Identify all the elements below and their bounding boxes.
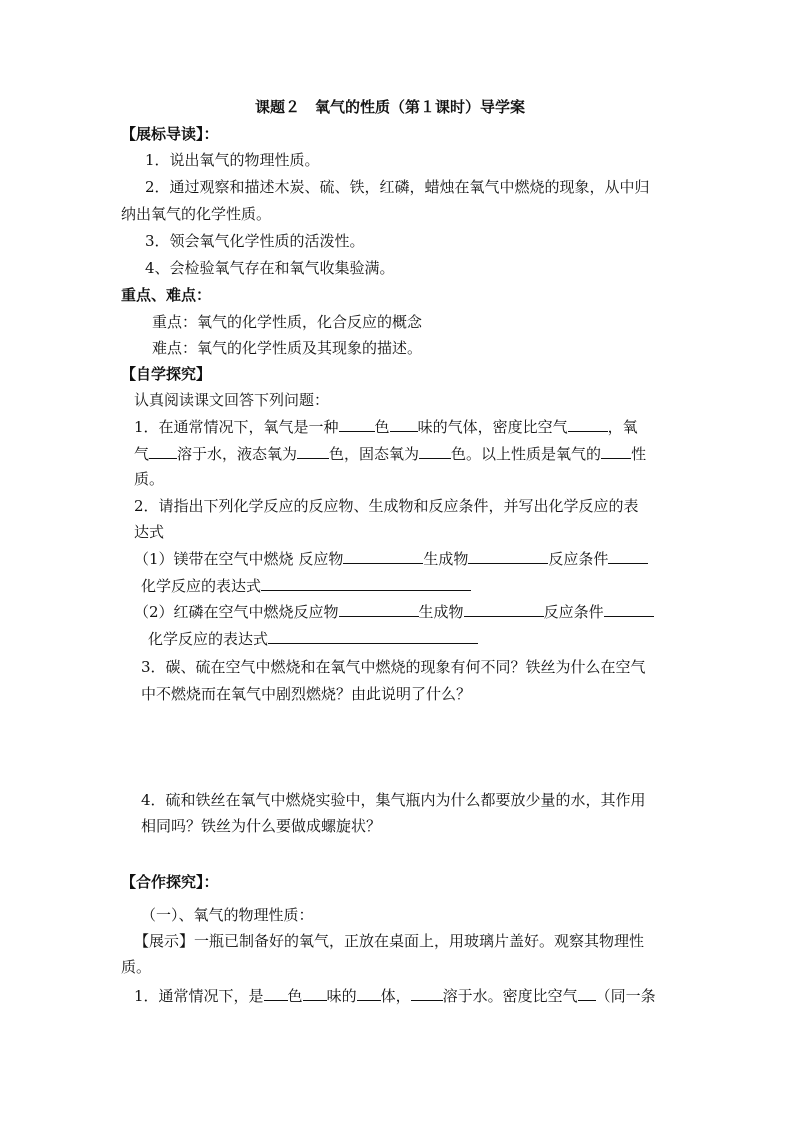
- question-text: （同一条: [595, 987, 656, 1005]
- answer-blank[interactable]: [261, 575, 471, 591]
- question-text: 气: [134, 445, 150, 463]
- question-1-line-1: [134, 416, 638, 437]
- question-3-line-2: 中不燃烧而在氧气中剧烈燃烧？由此说明了什么？: [141, 685, 472, 703]
- page-title: 课题２ 氧气的性质（第１课时）导学案: [255, 98, 526, 116]
- question-text: 生成物: [423, 550, 469, 568]
- question-text: 味的气体，密度比空气: [417, 418, 568, 436]
- answer-blank[interactable]: [608, 548, 648, 564]
- answer-blank[interactable]: [357, 985, 381, 1001]
- question-text: 溶于水，液态氧为: [177, 445, 298, 463]
- cooperation-question-1: [134, 985, 656, 1006]
- question-text: 体，: [380, 987, 411, 1005]
- self-study-intro: 认真阅读课文回答下列问题：: [134, 391, 330, 409]
- question-text: ，氧: [607, 418, 638, 436]
- cooperation-heading: 【合作探究】：: [121, 873, 219, 891]
- question-text: 1．通常情况下，是: [134, 987, 264, 1005]
- question-text: （1）镁带在空气中燃烧 反应物: [134, 550, 344, 568]
- answer-blank[interactable]: [343, 548, 423, 564]
- goal-item: 2．通过观察和描述木炭、硫、铁，红磷，蜡烛在氧气中燃烧的现象，从中归: [145, 178, 650, 196]
- answer-blank[interactable]: [339, 601, 419, 617]
- question-text: 性: [631, 445, 647, 463]
- question-text: 1．在通常情况下，氧气是一种: [134, 418, 339, 436]
- answer-blank[interactable]: [601, 443, 631, 459]
- question-text: 色: [287, 987, 303, 1005]
- question-text: 生成物: [418, 603, 464, 621]
- answer-blank[interactable]: [264, 985, 288, 1001]
- answer-blank[interactable]: [390, 416, 418, 432]
- answer-blank[interactable]: [578, 985, 596, 1001]
- goal-item: 4、会检验氧气存在和氧气收集验满。: [145, 259, 395, 277]
- question-4-line-2: 相同吗？铁丝为什么要做成螺旋状？: [141, 817, 382, 835]
- question-text: 色: [374, 418, 390, 436]
- question-1-line-3: 质。: [134, 470, 165, 488]
- answer-blank[interactable]: [268, 628, 478, 644]
- answer-blank[interactable]: [604, 601, 654, 617]
- question-text: 色，固态氧为: [329, 445, 420, 463]
- answer-blank[interactable]: [568, 416, 608, 432]
- question-1-line-2: [134, 443, 646, 464]
- question-text: 化学反应的表达式: [141, 577, 262, 595]
- question-text: 化学反应的表达式: [148, 630, 269, 648]
- question-text: 反应条件: [548, 550, 609, 568]
- question-text: 反应条件: [543, 603, 604, 621]
- demo-line-1: 【展示】一瓶已制备好的氧气，正放在桌面上，用玻璃片盖好。观察其物理性: [134, 932, 645, 950]
- answer-blank[interactable]: [303, 985, 327, 1001]
- key-points-heading: 重点、难点：: [121, 286, 212, 304]
- question-4-line-1: 4．硫和铁丝在氧气中燃烧实验中，集气瓶内为什么都要放少量的水，其作用: [141, 791, 646, 809]
- answer-blank[interactable]: [464, 601, 544, 617]
- answer-blank[interactable]: [297, 443, 329, 459]
- answer-blank[interactable]: [339, 416, 375, 432]
- reaction-2-expression: [148, 628, 478, 649]
- answer-blank[interactable]: [149, 443, 177, 459]
- question-text: （2）红磷在空气中燃烧反应物: [134, 603, 339, 621]
- goal-item: 纳出氧气的化学性质。: [121, 205, 272, 223]
- focus-point: 重点：氧气的化学性质，化合反应的概念: [152, 313, 423, 331]
- question-text: 色。以上性质是氧气的: [451, 445, 602, 463]
- goal-item: 3．领会氧气化学性质的活泼性。: [145, 232, 365, 250]
- goal-item: 1．说出氧气的物理性质。: [145, 151, 320, 169]
- question-text: 溶于水。密度比空气: [442, 987, 578, 1005]
- question-2-line-2: 达式: [134, 523, 165, 541]
- answer-blank[interactable]: [419, 443, 451, 459]
- question-2-line-1: 2．请指出下列化学反应的反应物、生成物和反应条件，并写出化学反应的表: [134, 497, 639, 515]
- goals-heading: 【展标导读】：: [121, 125, 219, 143]
- reaction-1-expression: [141, 575, 471, 596]
- difficulty-point: 难点：氧气的化学性质及其现象的描述。: [152, 339, 423, 357]
- question-3-line-1: 3．碳、硫在空气中燃烧和在氧气中燃烧的现象有何不同？铁丝为什么在空气: [141, 658, 646, 676]
- demo-line-2: 质。: [121, 958, 152, 976]
- cooperation-subheading: （一）、氧气的物理性质：: [141, 906, 314, 924]
- reaction-2-row: [134, 601, 654, 622]
- answer-blank[interactable]: [411, 985, 443, 1001]
- self-study-heading: 【自学探究】: [121, 365, 212, 383]
- question-text: 味的: [326, 987, 357, 1005]
- reaction-1-row: [134, 548, 648, 569]
- answer-blank[interactable]: [468, 548, 548, 564]
